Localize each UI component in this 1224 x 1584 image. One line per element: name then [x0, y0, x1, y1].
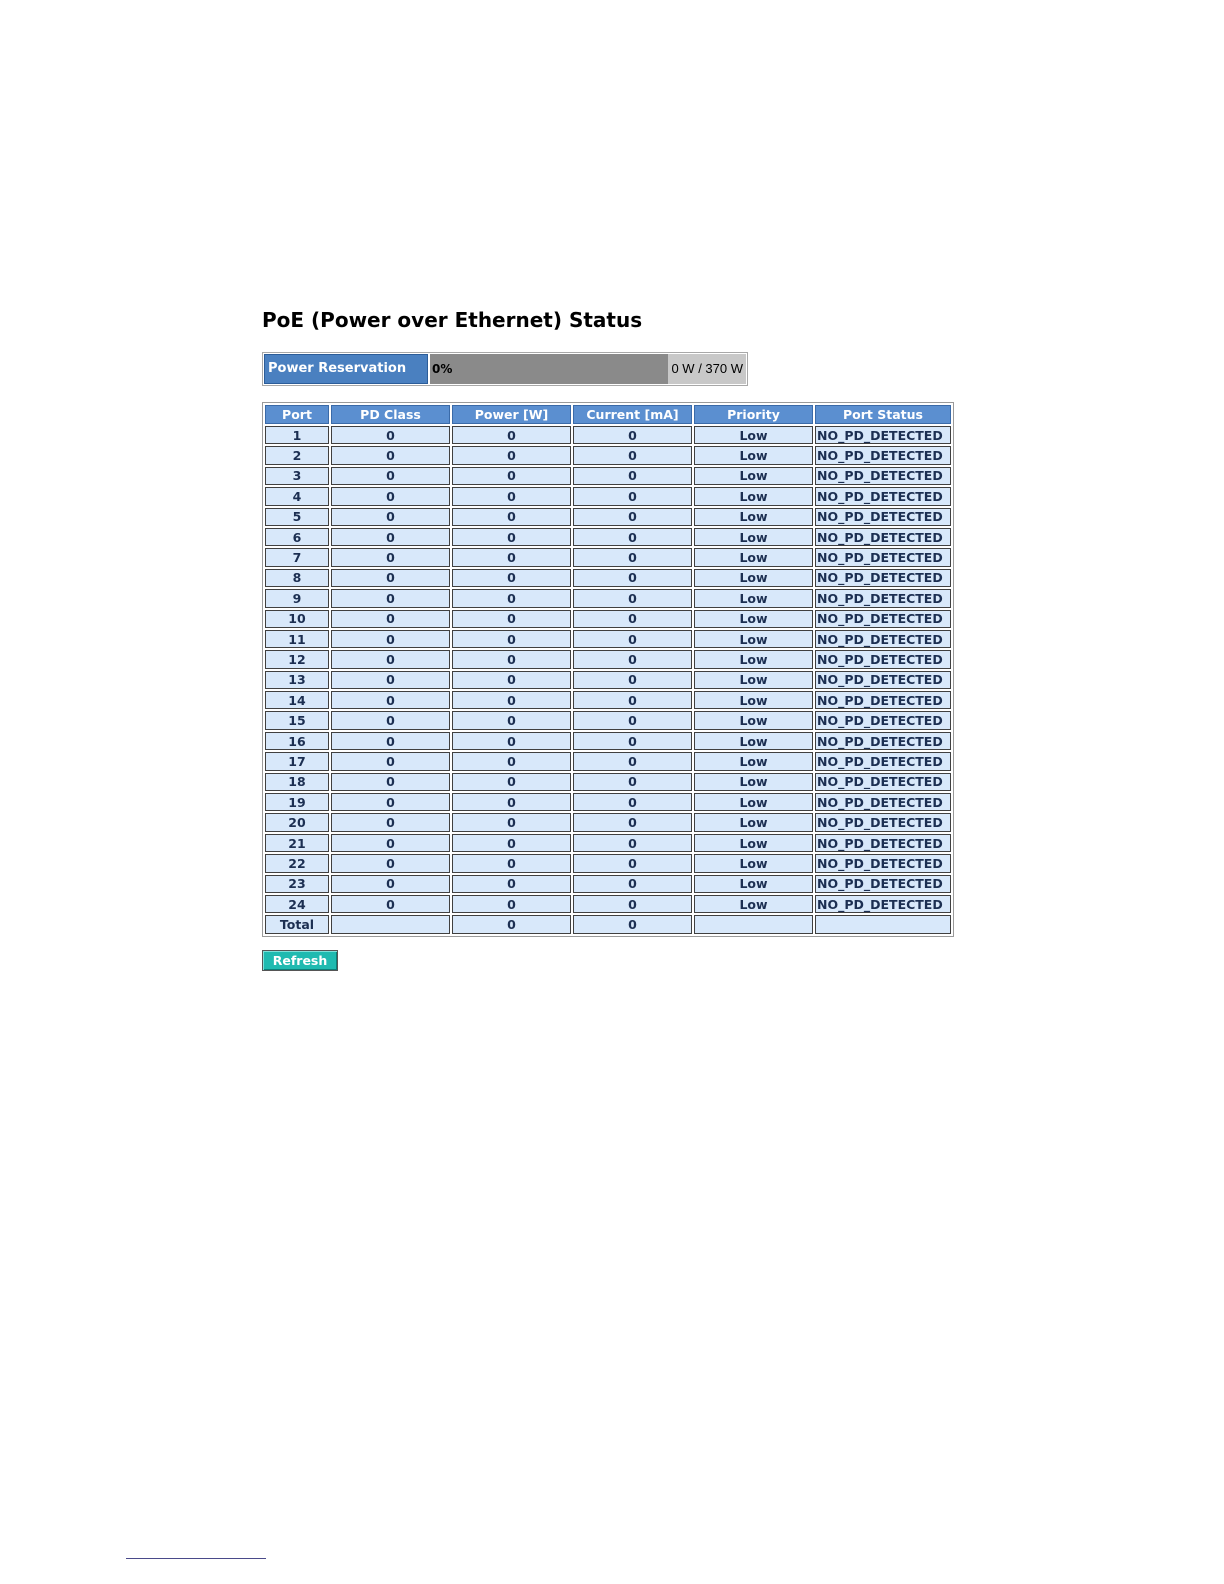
pd-class-cell: 0 [331, 446, 450, 464]
table-row [265, 813, 951, 831]
port-cell: 5 [265, 508, 329, 526]
power-cell: 0 [452, 875, 571, 893]
current-cell: 0 [573, 895, 692, 913]
port-status-cell: NO_PD_DETECTED [815, 711, 951, 729]
power-cell: 0 [452, 446, 571, 464]
power-cell: 0 [452, 548, 571, 566]
priority-cell: Low [694, 752, 813, 770]
pd-class-cell: 0 [331, 508, 450, 526]
port-status-cell: NO_PD_DETECTED [815, 508, 951, 526]
pd-class-cell: 0 [331, 752, 450, 770]
port-cell: 3 [265, 467, 329, 485]
port-status-cell: NO_PD_DETECTED [815, 446, 951, 464]
pd-class-cell: 0 [331, 487, 450, 505]
current-cell: 0 [573, 569, 692, 587]
port-status-cell: NO_PD_DETECTED [815, 548, 951, 566]
priority-cell: Low [694, 569, 813, 587]
port-status-cell: NO_PD_DETECTED [815, 528, 951, 546]
table-header-row [265, 405, 951, 424]
table-row [265, 732, 951, 750]
column-header-current: Current [mA] [573, 405, 692, 424]
table-row [265, 752, 951, 770]
priority-cell: Low [694, 650, 813, 668]
table-row [265, 589, 951, 607]
table-row [265, 528, 951, 546]
table-row [265, 834, 951, 852]
power-cell: 0 [452, 528, 571, 546]
table-row [265, 650, 951, 668]
power-cell: 0 [452, 569, 571, 587]
port-status-cell: NO_PD_DETECTED [815, 732, 951, 750]
port-cell: 16 [265, 732, 329, 750]
port-status-cell: NO_PD_DETECTED [815, 691, 951, 709]
priority-cell: Low [694, 793, 813, 811]
priority-cell: Low [694, 834, 813, 852]
current-cell: 0 [573, 508, 692, 526]
poe-status-table [262, 402, 954, 937]
port-cell: 13 [265, 671, 329, 689]
port-status-cell: NO_PD_DETECTED [815, 875, 951, 893]
power-reservation-label: Power Reservation [264, 354, 428, 384]
total-row [265, 915, 951, 933]
priority-cell: Low [694, 895, 813, 913]
table-row [265, 508, 951, 526]
port-cell: 20 [265, 813, 329, 831]
footnote-rule [126, 1558, 266, 1559]
power-cell: 0 [452, 895, 571, 913]
pd-class-cell: 0 [331, 650, 450, 668]
pd-class-cell: 0 [331, 548, 450, 566]
current-cell: 0 [573, 650, 692, 668]
table-row [265, 691, 951, 709]
pd-class-cell: 0 [331, 671, 450, 689]
current-cell: 0 [573, 752, 692, 770]
power-cell: 0 [452, 732, 571, 750]
priority-cell: Low [694, 426, 813, 444]
pd-class-cell: 0 [331, 589, 450, 607]
port-status-cell: NO_PD_DETECTED [815, 773, 951, 791]
priority-cell: Low [694, 528, 813, 546]
pd-class-cell: 0 [331, 773, 450, 791]
port-cell: 19 [265, 793, 329, 811]
power-cell: 0 [452, 508, 571, 526]
power-cell: 0 [452, 752, 571, 770]
priority-cell: Low [694, 467, 813, 485]
column-header-port: Port [265, 405, 329, 424]
power-reservation-fill [430, 354, 670, 384]
port-status-cell: NO_PD_DETECTED [815, 793, 951, 811]
current-cell: 0 [573, 834, 692, 852]
priority-cell: Low [694, 813, 813, 831]
table-row [265, 630, 951, 648]
power-cell: 0 [452, 854, 571, 872]
pd-class-cell: 0 [331, 813, 450, 831]
power-reservation-bar [262, 352, 748, 386]
power-cell: 0 [452, 773, 571, 791]
port-cell: 8 [265, 569, 329, 587]
port-cell: 7 [265, 548, 329, 566]
port-cell: 4 [265, 487, 329, 505]
port-cell: 11 [265, 630, 329, 648]
port-status-cell: NO_PD_DETECTED [815, 569, 951, 587]
power-cell: 0 [452, 813, 571, 831]
table-row [265, 854, 951, 872]
priority-cell: Low [694, 508, 813, 526]
priority-cell: Low [694, 732, 813, 750]
table-row [265, 875, 951, 893]
port-status-cell: NO_PD_DETECTED [815, 589, 951, 607]
power-cell: 0 [452, 691, 571, 709]
pd-class-cell: 0 [331, 793, 450, 811]
port-cell: 17 [265, 752, 329, 770]
current-cell: 0 [573, 691, 692, 709]
priority-cell: Low [694, 875, 813, 893]
port-status-cell: NO_PD_DETECTED [815, 467, 951, 485]
power-cell: 0 [452, 650, 571, 668]
port-status-cell: NO_PD_DETECTED [815, 610, 951, 628]
power-cell: 0 [452, 487, 571, 505]
page-title: PoE (Power over Ethernet) Status [262, 308, 643, 332]
table-row [265, 711, 951, 729]
port-status-cell: NO_PD_DETECTED [815, 895, 951, 913]
priority-cell: Low [694, 610, 813, 628]
table-row [265, 487, 951, 505]
current-cell: 0 [573, 467, 692, 485]
port-cell: 9 [265, 589, 329, 607]
port-cell: 2 [265, 446, 329, 464]
port-cell: 10 [265, 610, 329, 628]
table-row [265, 610, 951, 628]
pd-class-cell: 0 [331, 467, 450, 485]
power-reservation-meter [430, 354, 746, 384]
current-cell: 0 [573, 915, 692, 933]
port-cell: 6 [265, 528, 329, 546]
current-cell: 0 [573, 630, 692, 648]
power-reservation-watts: 0 W / 370 W [668, 354, 743, 384]
pd-class-cell: 0 [331, 732, 450, 750]
current-cell: 0 [573, 548, 692, 566]
pd-class-cell [331, 915, 450, 933]
pd-class-cell: 0 [331, 834, 450, 852]
priority-cell: Low [694, 711, 813, 729]
power-cell: 0 [452, 834, 571, 852]
port-cell: 24 [265, 895, 329, 913]
current-cell: 0 [573, 446, 692, 464]
power-cell: 0 [452, 610, 571, 628]
port-status-cell: NO_PD_DETECTED [815, 650, 951, 668]
priority-cell: Low [694, 691, 813, 709]
port-status-cell: NO_PD_DETECTED [815, 813, 951, 831]
current-cell: 0 [573, 732, 692, 750]
port-status-cell: NO_PD_DETECTED [815, 671, 951, 689]
port-cell: 1 [265, 426, 329, 444]
table-row [265, 773, 951, 791]
port-status-cell: NO_PD_DETECTED [815, 487, 951, 505]
power-reservation-percent: 0% [432, 362, 453, 376]
pd-class-cell: 0 [331, 691, 450, 709]
current-cell: 0 [573, 854, 692, 872]
port-cell: Total [265, 915, 329, 933]
power-cell: 0 [452, 426, 571, 444]
refresh-button[interactable]: Refresh [262, 950, 338, 971]
pd-class-cell: 0 [331, 895, 450, 913]
power-cell: 0 [452, 630, 571, 648]
priority-cell: Low [694, 487, 813, 505]
pd-class-cell: 0 [331, 711, 450, 729]
port-cell: 14 [265, 691, 329, 709]
priority-cell: Low [694, 773, 813, 791]
column-header-port-status: Port Status [815, 405, 951, 424]
port-status-cell: NO_PD_DETECTED [815, 752, 951, 770]
priority-cell: Low [694, 589, 813, 607]
priority-cell: Low [694, 854, 813, 872]
current-cell: 0 [573, 487, 692, 505]
table-row [265, 671, 951, 689]
table-row [265, 569, 951, 587]
table-row [265, 467, 951, 485]
priority-cell: Low [694, 446, 813, 464]
port-status-cell: NO_PD_DETECTED [815, 630, 951, 648]
power-cell: 0 [452, 711, 571, 729]
port-cell: 21 [265, 834, 329, 852]
port-cell: 18 [265, 773, 329, 791]
power-cell: 0 [452, 467, 571, 485]
current-cell: 0 [573, 711, 692, 729]
table-row [265, 895, 951, 913]
pd-class-cell: 0 [331, 854, 450, 872]
table-row [265, 446, 951, 464]
pd-class-cell: 0 [331, 875, 450, 893]
table-body [265, 426, 951, 934]
current-cell: 0 [573, 875, 692, 893]
port-cell: 23 [265, 875, 329, 893]
current-cell: 0 [573, 773, 692, 791]
pd-class-cell: 0 [331, 569, 450, 587]
port-status-cell [815, 915, 951, 933]
port-status-cell: NO_PD_DETECTED [815, 834, 951, 852]
current-cell: 0 [573, 671, 692, 689]
port-cell: 15 [265, 711, 329, 729]
current-cell: 0 [573, 426, 692, 444]
column-header-power: Power [W] [452, 405, 571, 424]
priority-cell [694, 915, 813, 933]
table-row [265, 426, 951, 444]
power-cell: 0 [452, 671, 571, 689]
priority-cell: Low [694, 630, 813, 648]
port-cell: 12 [265, 650, 329, 668]
power-cell: 0 [452, 915, 571, 933]
column-header-pd-class: PD Class [331, 405, 450, 424]
current-cell: 0 [573, 589, 692, 607]
table-row [265, 793, 951, 811]
pd-class-cell: 0 [331, 426, 450, 444]
priority-cell: Low [694, 671, 813, 689]
power-cell: 0 [452, 793, 571, 811]
port-status-cell: NO_PD_DETECTED [815, 426, 951, 444]
pd-class-cell: 0 [331, 630, 450, 648]
pd-class-cell: 0 [331, 610, 450, 628]
current-cell: 0 [573, 610, 692, 628]
port-status-cell: NO_PD_DETECTED [815, 854, 951, 872]
power-cell: 0 [452, 589, 571, 607]
current-cell: 0 [573, 813, 692, 831]
column-header-priority: Priority [694, 405, 813, 424]
priority-cell: Low [694, 548, 813, 566]
pd-class-cell: 0 [331, 528, 450, 546]
port-cell: 22 [265, 854, 329, 872]
current-cell: 0 [573, 528, 692, 546]
table-row [265, 548, 951, 566]
current-cell: 0 [573, 793, 692, 811]
